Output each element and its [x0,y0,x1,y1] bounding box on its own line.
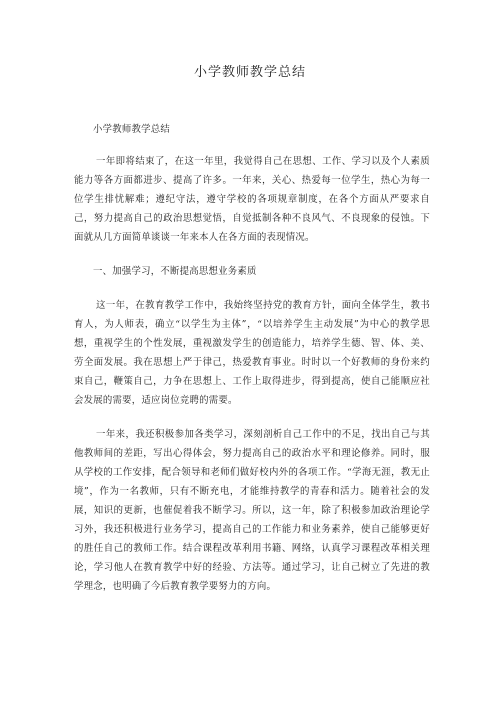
paragraph-study: 一年来，我还积极参加各类学习，深刻剖析自己工作中的不足，找出自己与其他教师间的差距，写出心得体会，努力提高自己的政治水平和理论修养。同时，服从学校的工作安排，配合领导和老师们做好校内外的各项工作。“学海无涯，教无止境”，作为一名教师，只有不断充电，才能维持教学的青春和活力。随着社会的发展，知识的更新，也催促着我不断学习。所以，这一年，除了积极参加政治理论学习外，我还积极进行业务学习，提高自己的工作能力和业务素养，使自己能够更好的胜任自己的教师工作。结合课程改革利用书籍、网络，认真学习课程改革相关理论，学习他人在教育教学中好的经验、方法等。通过学习，让自己树立了先进的教学理念，也明确了今后教育教学要努力的方向。 [74,429,430,592]
section-heading: 一、加强学习，不断提高思想业务素质 [93,266,257,277]
paragraph-teaching: 这一年，在教育教学工作中，我始终坚持党的教育方针，面向全体学生，教书育人，为人师表，确立“以学生为主体”，“以培养学生主动发展”为中心的教学思想，重视学生的个性发展，重视激发学生的创造能力，培养学生德、智、体、美、劳全面发展。我在思想上严于律己，热爱教育事业。时时以一个好教师的身份来约束自己，鞭策自己，力争在思想上、工作上取得进步，得到提高，使自己能顺应社会发展的需要，适应岗位竞聘的需要。 [74,300,430,406]
document-body [74,120,430,611]
document-title: 小学教师教学总结 [193,65,306,80]
document-subtitle: 小学教师教学总结 [93,124,171,135]
paragraph-intro: 一年即将结束了，在这一年里，我觉得自己在思想、工作、学习以及个人素质能力等各方面都进步、提高了许多。一年来，关心、热爱每一位学生，热心为每一位学生排忧解难；遵纪守法，遵守学校的各项规章制度，在各个方面从严要求自己，努力提高自己的政治思想觉悟，自觉抵制各种不良风气、不良现象的侵蚀。下面就从几方面简单谈谈一年来本人在各方面的表现情况。 [74,156,430,243]
